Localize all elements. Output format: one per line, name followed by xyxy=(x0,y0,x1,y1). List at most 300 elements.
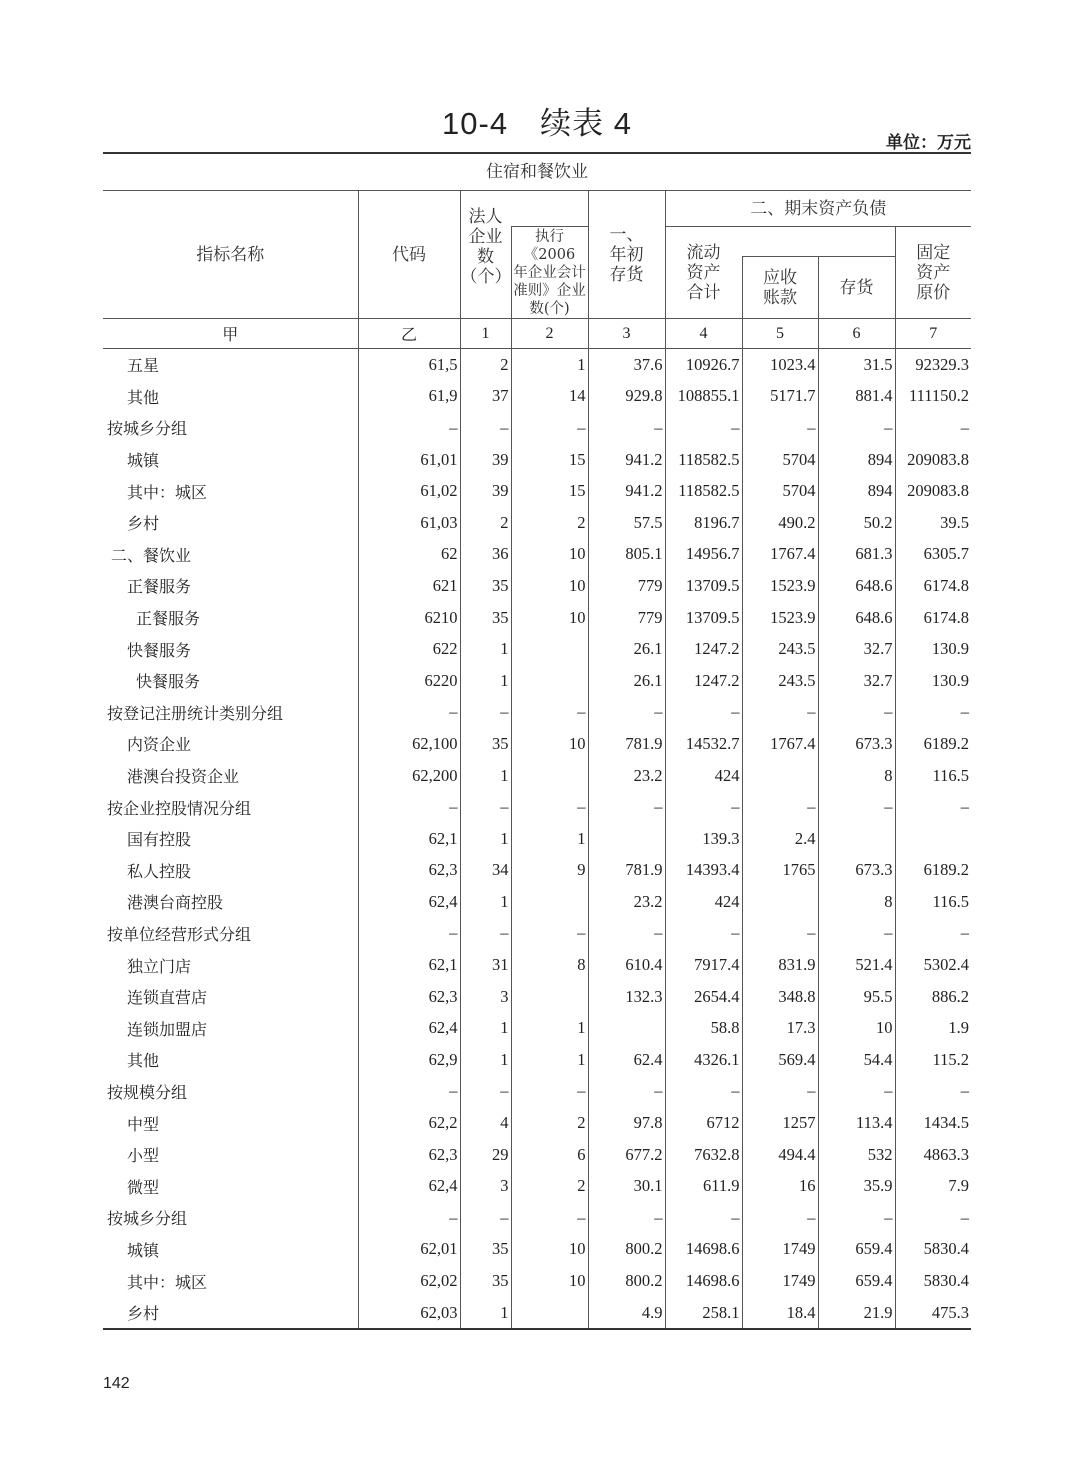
value-cell: 14532.7 xyxy=(665,728,742,760)
header-fixed-assets xyxy=(895,227,971,319)
row-code: 62,3 xyxy=(358,855,460,887)
value-cell: 50.2 xyxy=(818,507,895,539)
row-code: 622 xyxy=(358,633,460,665)
index-cell: 7 xyxy=(895,319,971,349)
table-row xyxy=(103,444,971,476)
row-code: 62,9 xyxy=(358,1044,460,1076)
row-label: 连锁直营店 xyxy=(127,988,208,1008)
index-cell: 6 xyxy=(818,319,895,349)
row-label: 快餐服务 xyxy=(127,640,192,660)
row-label: 按单位经营形式分组 xyxy=(107,924,252,944)
value-cell: 1 xyxy=(460,1297,511,1330)
table-row xyxy=(103,697,971,729)
value-cell: 2 xyxy=(460,507,511,539)
row-label: 独立门店 xyxy=(127,956,192,976)
row-label: 按登记注册统计类别分组 xyxy=(107,703,284,723)
value-cell: – xyxy=(460,697,511,729)
value-cell: – xyxy=(665,918,742,950)
row-code: 6210 xyxy=(358,602,460,634)
value-cell: 1 xyxy=(460,823,511,855)
header-legal-entities xyxy=(460,191,511,319)
value-cell: 32.7 xyxy=(818,665,895,697)
value-cell: – xyxy=(742,697,818,729)
value-cell: 941.2 xyxy=(588,444,665,476)
header-exec-2006 xyxy=(511,227,588,319)
row-label: 乡村 xyxy=(127,1304,160,1324)
row-label: 快餐服务 xyxy=(136,672,201,692)
value-cell: 58.8 xyxy=(665,1012,742,1044)
table-row xyxy=(103,633,971,665)
header-exec-2006-line: 执行《2006 xyxy=(523,228,576,263)
value-cell: – xyxy=(895,412,971,444)
header-opening-inventory xyxy=(588,191,665,319)
value-cell: 36 xyxy=(460,539,511,571)
value-cell: 116.5 xyxy=(895,886,971,918)
index-cell: 4 xyxy=(665,319,742,349)
table-row xyxy=(103,1297,971,1330)
value-cell: 532 xyxy=(818,1139,895,1171)
value-cell: 8 xyxy=(818,886,895,918)
value-cell: 10 xyxy=(511,1265,588,1297)
value-cell: 475.3 xyxy=(895,1297,971,1330)
value-cell: 34 xyxy=(460,855,511,887)
header-current-assets-line: 流动 xyxy=(686,242,721,263)
row-label: 国有控股 xyxy=(127,830,192,850)
value-cell: 116.5 xyxy=(895,760,971,792)
table-row xyxy=(103,1170,971,1202)
value-cell: 31.5 xyxy=(818,349,895,381)
table-row xyxy=(103,1139,971,1171)
header-receivables xyxy=(742,257,818,319)
value-cell: – xyxy=(742,1076,818,1108)
header-receivables-line: 应收 xyxy=(763,267,797,288)
value-cell: 14393.4 xyxy=(665,855,742,887)
value-cell: – xyxy=(460,918,511,950)
page-title: 10-4 续表 4 xyxy=(442,106,632,141)
value-cell: 1767.4 xyxy=(742,728,818,760)
value-cell: 111150.2 xyxy=(895,381,971,413)
header-legal-entities-line: 数 xyxy=(477,247,494,267)
value-cell: – xyxy=(818,412,895,444)
value-cell xyxy=(511,886,588,918)
value-cell: 1247.2 xyxy=(665,633,742,665)
value-cell: – xyxy=(818,697,895,729)
value-cell: 130.9 xyxy=(895,633,971,665)
table-row xyxy=(103,665,971,697)
value-cell: 6712 xyxy=(665,1107,742,1139)
value-cell: 6174.8 xyxy=(895,570,971,602)
value-cell: – xyxy=(818,791,895,823)
value-cell: 243.5 xyxy=(742,633,818,665)
value-cell: 1 xyxy=(460,886,511,918)
value-cell: 32.7 xyxy=(818,633,895,665)
value-cell: 62.4 xyxy=(588,1044,665,1076)
value-cell: 57.5 xyxy=(588,507,665,539)
row-code: 621 xyxy=(358,570,460,602)
row-code: – xyxy=(358,791,460,823)
value-cell: 805.1 xyxy=(588,539,665,571)
value-cell: 39 xyxy=(460,444,511,476)
value-cell: – xyxy=(511,1076,588,1108)
row-label: 其他 xyxy=(127,1051,160,1071)
index-cell: 5 xyxy=(742,319,818,349)
value-cell: 5704 xyxy=(742,444,818,476)
value-cell: 831.9 xyxy=(742,949,818,981)
value-cell: – xyxy=(895,1076,971,1108)
value-cell: 1 xyxy=(460,1012,511,1044)
value-cell: 118582.5 xyxy=(665,475,742,507)
value-cell: 92329.3 xyxy=(895,349,971,381)
value-cell xyxy=(818,823,895,855)
value-cell: 115.2 xyxy=(895,1044,971,1076)
index-cell: 3 xyxy=(588,319,665,349)
value-cell: – xyxy=(742,918,818,950)
value-cell: 2 xyxy=(511,1170,588,1202)
value-cell: 1767.4 xyxy=(742,539,818,571)
row-code: 62,01 xyxy=(358,1234,460,1266)
value-cell: – xyxy=(460,412,511,444)
value-cell: 7632.8 xyxy=(665,1139,742,1171)
value-cell: 39.5 xyxy=(895,507,971,539)
header-legal-entities-line: 企业 xyxy=(468,227,503,247)
value-cell: 209083.8 xyxy=(895,444,971,476)
value-cell: 800.2 xyxy=(588,1265,665,1297)
value-cell: 95.5 xyxy=(818,981,895,1013)
row-code: 62,3 xyxy=(358,1139,460,1171)
table-row xyxy=(103,1076,971,1108)
value-cell: – xyxy=(460,1202,511,1234)
value-cell: 3 xyxy=(460,1170,511,1202)
value-cell: – xyxy=(588,791,665,823)
value-cell: 4.9 xyxy=(588,1297,665,1330)
row-code: 62,03 xyxy=(358,1297,460,1330)
row-code: – xyxy=(358,412,460,444)
value-cell: 14698.6 xyxy=(665,1234,742,1266)
value-cell: 673.3 xyxy=(818,855,895,887)
header-fixed-assets-line: 固定 xyxy=(916,242,951,263)
header-opening-inventory-line: 一、 xyxy=(609,224,644,245)
table-row xyxy=(103,349,971,381)
table-row xyxy=(103,886,971,918)
value-cell: 108855.1 xyxy=(665,381,742,413)
value-cell: 23.2 xyxy=(588,760,665,792)
value-cell: – xyxy=(895,791,971,823)
value-cell: – xyxy=(665,697,742,729)
value-cell: 1749 xyxy=(742,1265,818,1297)
row-label: 按规模分组 xyxy=(107,1082,188,1102)
value-cell: 15 xyxy=(511,475,588,507)
table-row xyxy=(103,728,971,760)
header-opening-inventory-line: 存货 xyxy=(609,264,644,285)
row-label: 小型 xyxy=(127,1146,160,1166)
value-cell: 4326.1 xyxy=(665,1044,742,1076)
row-code: – xyxy=(358,1202,460,1234)
row-code: 62,1 xyxy=(358,823,460,855)
value-cell: – xyxy=(460,1076,511,1108)
value-cell: 10 xyxy=(818,1012,895,1044)
table-row xyxy=(103,1202,971,1234)
value-cell: 8 xyxy=(818,760,895,792)
value-cell: 35 xyxy=(460,1265,511,1297)
row-code: – xyxy=(358,1076,460,1108)
value-cell: 881.4 xyxy=(818,381,895,413)
row-code: – xyxy=(358,918,460,950)
value-cell: – xyxy=(895,918,971,950)
value-cell: 23.2 xyxy=(588,886,665,918)
row-code: 62,1 xyxy=(358,949,460,981)
value-cell: 3 xyxy=(460,981,511,1013)
value-cell: 132.3 xyxy=(588,981,665,1013)
table-row xyxy=(103,981,971,1013)
value-cell: 424 xyxy=(665,760,742,792)
value-cell: 39 xyxy=(460,475,511,507)
value-cell: – xyxy=(818,1202,895,1234)
table-row xyxy=(103,381,971,413)
header-ending-balance-group: 二、期末资产负债 xyxy=(665,191,971,227)
value-cell: 894 xyxy=(818,475,895,507)
value-cell: 139.3 xyxy=(665,823,742,855)
value-cell: 659.4 xyxy=(818,1265,895,1297)
header-opening-inventory-line: 年初 xyxy=(609,244,644,265)
table-row xyxy=(103,1265,971,1297)
value-cell: 6 xyxy=(511,1139,588,1171)
table-row xyxy=(103,1107,971,1139)
value-cell: 1023.4 xyxy=(742,349,818,381)
value-cell: 9 xyxy=(511,855,588,887)
row-label: 内资企业 xyxy=(127,735,192,755)
value-cell: 21.9 xyxy=(818,1297,895,1330)
value-cell: 779 xyxy=(588,602,665,634)
value-cell: 243.5 xyxy=(742,665,818,697)
value-cell: 17.3 xyxy=(742,1012,818,1044)
value-cell xyxy=(742,886,818,918)
row-label: 二、餐饮业 xyxy=(111,545,192,565)
value-cell: – xyxy=(588,697,665,729)
table-row xyxy=(103,823,971,855)
value-cell: 4863.3 xyxy=(895,1139,971,1171)
value-cell: – xyxy=(665,791,742,823)
value-cell: 1.9 xyxy=(895,1012,971,1044)
row-code: 62,200 xyxy=(358,760,460,792)
value-cell: 681.3 xyxy=(818,539,895,571)
value-cell: – xyxy=(511,791,588,823)
value-cell: 37.6 xyxy=(588,349,665,381)
value-cell: – xyxy=(818,1076,895,1108)
value-cell: 10926.7 xyxy=(665,349,742,381)
table-row xyxy=(103,918,971,950)
value-cell: 14698.6 xyxy=(665,1265,742,1297)
row-code: 62,4 xyxy=(358,1170,460,1202)
value-cell: 1765 xyxy=(742,855,818,887)
value-cell: 1523.9 xyxy=(742,570,818,602)
row-code: 62,2 xyxy=(358,1107,460,1139)
index-cell: 甲 xyxy=(103,319,358,349)
value-cell: 18.4 xyxy=(742,1297,818,1330)
value-cell: 35 xyxy=(460,728,511,760)
value-cell: 13709.5 xyxy=(665,602,742,634)
value-cell: 424 xyxy=(665,886,742,918)
value-cell: 648.6 xyxy=(818,602,895,634)
value-cell: 779 xyxy=(588,570,665,602)
value-cell: 1 xyxy=(511,349,588,381)
index-cell: 乙 xyxy=(358,319,460,349)
table-row xyxy=(103,791,971,823)
value-cell: 886.2 xyxy=(895,981,971,1013)
value-cell: – xyxy=(511,412,588,444)
value-cell: 929.8 xyxy=(588,381,665,413)
value-cell: 30.1 xyxy=(588,1170,665,1202)
header-legal-entities-line: （个） xyxy=(460,267,512,287)
index-cell: 2 xyxy=(511,319,588,349)
value-cell: 800.2 xyxy=(588,1234,665,1266)
header-fixed-assets-line: 原价 xyxy=(916,282,951,303)
value-cell: – xyxy=(742,791,818,823)
value-cell: 521.4 xyxy=(818,949,895,981)
row-label: 城镇 xyxy=(127,451,160,471)
value-cell: – xyxy=(895,697,971,729)
value-cell: 26.1 xyxy=(588,633,665,665)
value-cell: 5171.7 xyxy=(742,381,818,413)
header-inventory: 存货 xyxy=(818,257,895,319)
value-cell: 1 xyxy=(511,1012,588,1044)
value-cell: 490.2 xyxy=(742,507,818,539)
index-cell: 1 xyxy=(460,319,511,349)
value-cell: 35.9 xyxy=(818,1170,895,1202)
value-cell: 1749 xyxy=(742,1234,818,1266)
value-cell: – xyxy=(895,1202,971,1234)
value-cell: 611.9 xyxy=(665,1170,742,1202)
row-label: 其他 xyxy=(127,387,160,407)
row-code: 61,02 xyxy=(358,475,460,507)
value-cell: 6189.2 xyxy=(895,855,971,887)
row-code: 62 xyxy=(358,539,460,571)
value-cell: 13709.5 xyxy=(665,570,742,602)
value-cell: 97.8 xyxy=(588,1107,665,1139)
row-code: 62,4 xyxy=(358,1012,460,1044)
value-cell xyxy=(588,823,665,855)
value-cell: – xyxy=(511,697,588,729)
value-cell: – xyxy=(460,791,511,823)
value-cell: 5830.4 xyxy=(895,1234,971,1266)
table-row xyxy=(103,1044,971,1076)
value-cell: 10 xyxy=(511,602,588,634)
value-cell xyxy=(511,760,588,792)
row-code: – xyxy=(358,697,460,729)
row-label: 港澳台商控股 xyxy=(127,893,224,913)
value-cell: 1523.9 xyxy=(742,602,818,634)
header-name: 指标名称 xyxy=(196,244,265,265)
value-cell: 35 xyxy=(460,602,511,634)
value-cell: 1 xyxy=(460,1044,511,1076)
value-cell: – xyxy=(588,918,665,950)
value-cell: 941.2 xyxy=(588,475,665,507)
value-cell: 35 xyxy=(460,570,511,602)
row-code: 6220 xyxy=(358,665,460,697)
value-cell: – xyxy=(511,1202,588,1234)
row-code: 61,03 xyxy=(358,507,460,539)
row-label: 按城乡分组 xyxy=(107,419,188,439)
row-code: 62,3 xyxy=(358,981,460,1013)
table-row xyxy=(103,1012,971,1044)
value-cell: 781.9 xyxy=(588,728,665,760)
value-cell: – xyxy=(588,1202,665,1234)
value-cell: 2 xyxy=(511,1107,588,1139)
value-cell: 14 xyxy=(511,381,588,413)
table-row xyxy=(103,760,971,792)
value-cell: 15 xyxy=(511,444,588,476)
row-label: 乡村 xyxy=(127,514,160,534)
value-cell: 8196.7 xyxy=(665,507,742,539)
value-cell: 113.4 xyxy=(818,1107,895,1139)
row-label: 连锁加盟店 xyxy=(127,1019,208,1039)
value-cell: 1 xyxy=(460,665,511,697)
value-cell: 2.4 xyxy=(742,823,818,855)
header-current-assets-line: 资产 xyxy=(686,262,721,283)
value-cell: 209083.8 xyxy=(895,475,971,507)
row-label: 中型 xyxy=(127,1114,160,1134)
table-row xyxy=(103,602,971,634)
value-cell: 569.4 xyxy=(742,1044,818,1076)
value-cell: 37 xyxy=(460,381,511,413)
row-code: 61,5 xyxy=(358,349,460,381)
value-cell: 29 xyxy=(460,1139,511,1171)
row-label: 按企业控股情况分组 xyxy=(107,798,252,818)
value-cell: 1 xyxy=(460,760,511,792)
value-cell: 894 xyxy=(818,444,895,476)
row-label: 其中：城区 xyxy=(127,1272,208,1292)
value-cell: 6305.7 xyxy=(895,539,971,571)
value-cell xyxy=(511,633,588,665)
row-label: 城镇 xyxy=(127,1240,160,1260)
value-cell xyxy=(511,1297,588,1330)
value-cell: 130.9 xyxy=(895,665,971,697)
value-cell: 781.9 xyxy=(588,855,665,887)
value-cell: – xyxy=(742,412,818,444)
sector-heading: 住宿和餐饮业 xyxy=(103,153,971,191)
value-cell: – xyxy=(665,1076,742,1108)
value-cell: 1434.5 xyxy=(895,1107,971,1139)
page-number: 142 xyxy=(103,1375,130,1392)
index-row xyxy=(103,319,971,349)
value-cell: 8 xyxy=(511,949,588,981)
value-cell: 648.6 xyxy=(818,570,895,602)
value-cell: – xyxy=(511,918,588,950)
header-exec-2006-line: 准则》企业 xyxy=(513,282,586,299)
value-cell: 2 xyxy=(511,507,588,539)
value-cell: 10 xyxy=(511,728,588,760)
value-cell xyxy=(511,665,588,697)
value-cell: 7.9 xyxy=(895,1170,971,1202)
value-cell: 14956.7 xyxy=(665,539,742,571)
row-label: 港澳台投资企业 xyxy=(127,767,240,787)
header-current-assets xyxy=(665,227,742,319)
value-cell xyxy=(511,981,588,1013)
row-label: 按城乡分组 xyxy=(107,1209,188,1229)
value-cell: 31 xyxy=(460,949,511,981)
unit-label: 单位：万元 xyxy=(886,133,971,153)
value-cell: 16 xyxy=(742,1170,818,1202)
value-cell: 26.1 xyxy=(588,665,665,697)
value-cell: – xyxy=(742,1202,818,1234)
value-cell: – xyxy=(665,412,742,444)
row-label: 五星 xyxy=(127,356,160,376)
header-code: 代码 xyxy=(358,191,460,319)
value-cell xyxy=(588,1012,665,1044)
header-fixed-assets-line: 资产 xyxy=(916,262,951,283)
statistics-table xyxy=(103,152,971,1330)
value-cell: 7917.4 xyxy=(665,949,742,981)
value-cell: 258.1 xyxy=(665,1297,742,1330)
